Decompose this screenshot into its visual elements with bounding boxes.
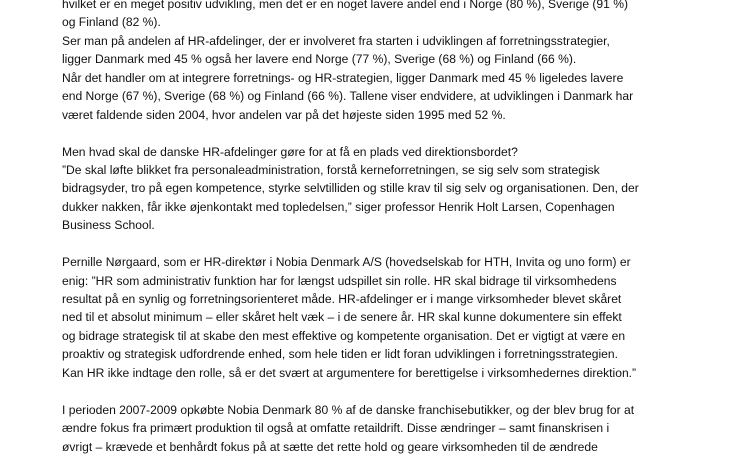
text-line: Men hvad skal de danske HR-afdelinger gøre for at få en plads ved direktionsbordet? bbox=[62, 144, 518, 159]
text-line: bidragsyder, tro på egen kompetence, styrke selvtilliden og stille krav til sig selv og organisationen. Den, der bbox=[62, 181, 639, 196]
text-line: I perioden 2007-2009 opkøbte Nobia Denmark 80 % af de danske franchisebutikker, og der blev brug for at bbox=[62, 402, 635, 417]
text-line: ligger Danmark med 45 % også her lavere end Norge (77 %), Sverige (68 %) og Finland (66 %). bbox=[62, 52, 577, 67]
text-line: end Norge (67 %), Sverige (68 %) og Finland (66 %). Tallene viser endvidere, at udviklingen i Danmark har bbox=[62, 89, 634, 104]
text-line: Pernille Nørgaard, som er HR-direktør i Nobia Denmark A/S (hovedselskab for HTH, Invita og uno form) er bbox=[62, 255, 631, 270]
text-line: været faldende siden 2004, hvor andelen var på det højeste siden 1995 med 52 %. bbox=[62, 107, 506, 122]
text-line: ”De skal løfte blikket fra personaleadministration, forstå kerneforretningen, se sig selv som strategisk bbox=[62, 162, 600, 177]
text-line: ændre fokus fra primært produktion til også at omfatte retaildrift. Disse ændringer – samt finanskrisen i bbox=[62, 421, 610, 436]
text-line: og bidrage strategisk til at skabe den mest effektive og kompetente organisation. Det er vigtigt at være en bbox=[62, 328, 626, 343]
text-line: Kan HR ikke indtage den rolle, så er det svært at argumentere for berettigelse i virksomhedernes direktion.” bbox=[62, 365, 637, 380]
document-body bbox=[62, 0, 712, 456]
text-line: resultat på en synlig og forretningsorienteret måde. HR-afdelinger er i mange virksomheder blevet skåret bbox=[62, 292, 622, 306]
paragraph-gap bbox=[62, 382, 712, 400]
text-line: enig: ”HR som administrativ funktion har for længst udspillet sin rolle. HR skal bidrage til virksomhedens bbox=[62, 273, 617, 288]
paragraph-gap bbox=[62, 235, 712, 253]
text-line: øvrigt – krævede et benhårdt fokus på at sætte det rette hold og geare virksomheden til de ændrede bbox=[62, 439, 598, 454]
text-line: hvilket er en meget positiv udvikling, men det er en noget lavere andel end i Norge (80 %), Sverige (91 %) bbox=[62, 0, 629, 11]
text-line: Ser man på andelen af HR-afdelinger, der er involveret fra starten i udviklingen af forretningsstrategier, bbox=[62, 33, 610, 48]
text-line: Business School. bbox=[62, 218, 155, 233]
text-line: ned til et absolut minimum – eller skåret helt væk – i de senere år. HR skal kunne dokumentere sin effekt bbox=[62, 310, 622, 325]
text-line: dukker nakken, får ikke øjenkontakt med topledelsen,” siger professor Henrik Holt Larsen, Copenhagen bbox=[62, 199, 615, 214]
text-line: og Finland (82 %). bbox=[62, 15, 161, 30]
paragraph-gap bbox=[62, 124, 712, 142]
text-line: proaktiv og strategisk udfordrende enhed, som hele tiden er lidt foran udviklingen i forretningsstrategien. bbox=[62, 347, 618, 362]
text-line: Når det handler om at integrere forretnings- og HR-strategien, ligger Danmark med 45 % ligeledes lavere bbox=[62, 70, 624, 85]
